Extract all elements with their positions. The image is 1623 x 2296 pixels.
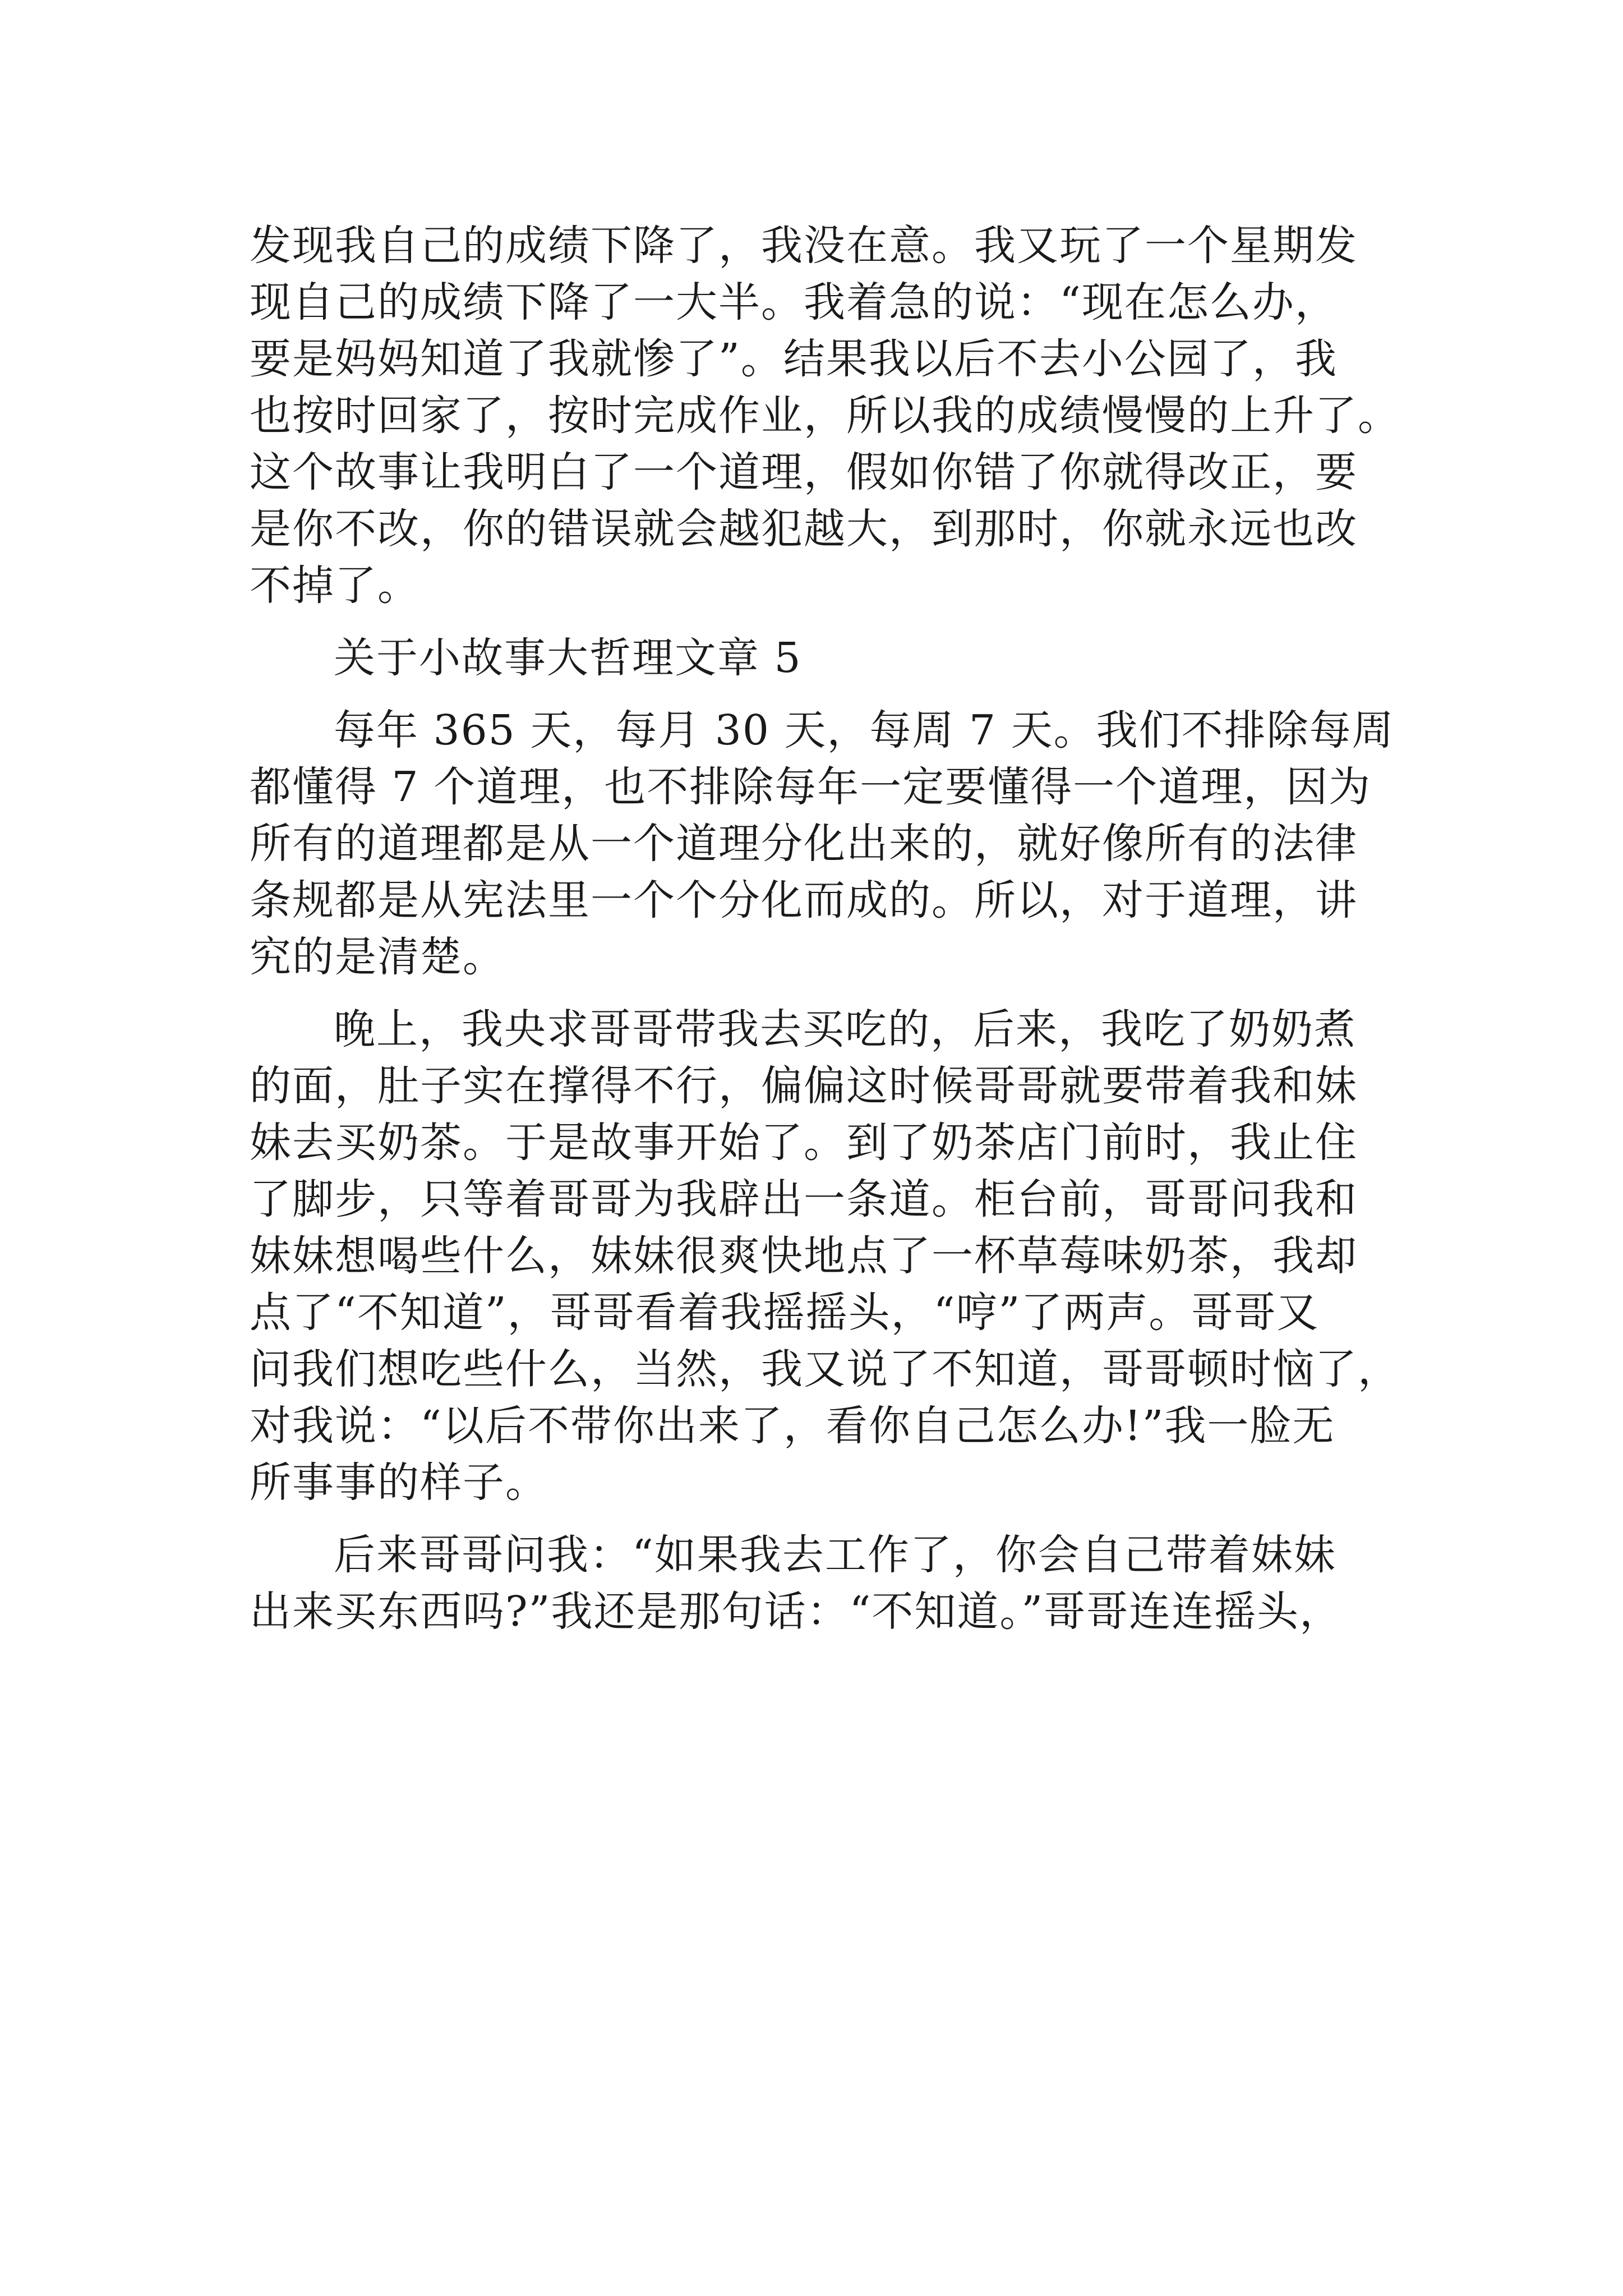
section-heading: 关于小故事大哲理文章 5 (334, 634, 802, 682)
text-line: 出来买东西吗?”我还是那句话：“不知道。”哥哥连连摇头， (250, 1588, 1343, 1636)
paragraph-2 (250, 702, 1427, 986)
text-line: 了脚步，只等着哥哥为我辟出一条道。柜台前，哥哥问我和 (250, 1175, 1358, 1223)
text-line: 妹妹想喝些什么，妹妹很爽快地点了一杯草莓味奶茶，我却 (250, 1232, 1358, 1280)
text-line: 对我说：“以后不带你出来了，看你自己怎么办!”我一脸无 (250, 1402, 1335, 1450)
text-line: 要是妈妈知道了我就惨了”。结果我以后不去小公园了，我 (250, 335, 1338, 383)
document-body (250, 218, 1427, 1640)
text-line: 不掉了。 (250, 562, 420, 610)
text-line: 是你不改，你的错误就会越犯越大，到那时，你就永远也改 (250, 505, 1358, 553)
text-line: 妹去买奶茶。于是故事开始了。到了奶茶店门前时，我止住 (250, 1119, 1358, 1167)
paragraph-spacer (250, 986, 1427, 1001)
text-line: 也按时回家了，按时完成作业，所以我的成绩慢慢的上升了。 (250, 392, 1400, 440)
text-line: 都懂得 7 个道理，也不排除每年一定要懂得一个道理，因为 (250, 763, 1372, 811)
paragraph-spacer (250, 687, 1427, 702)
text-line: 所事事的样子。 (250, 1458, 548, 1507)
text-line: 条规都是从宪法里一个个分化而成的。所以，对于道理，讲 (250, 876, 1358, 924)
text-line: 晚上，我央求哥哥带我去买吃的，后来，我吃了奶奶煮 (334, 1005, 1357, 1053)
paragraph-1 (250, 218, 1427, 614)
paragraph-spacer (250, 1511, 1427, 1527)
text-line: 究的是清楚。 (250, 933, 505, 981)
text-line: 所有的道理都是从一个道理分化出来的，就好像所有的法律 (250, 820, 1358, 868)
text-line: 这个故事让我明白了一个道理，假如你错了你就得改正，要 (250, 448, 1358, 496)
text-line: 的面，肚子实在撑得不行，偏偏这时候哥哥就要带着我和妹 (250, 1062, 1358, 1110)
text-line: 每年 365 天，每月 30 天，每周 7 天。我们不排除每周 (334, 706, 1395, 754)
paragraph-3 (250, 1001, 1427, 1511)
text-line: 点了“不知道”，哥哥看着我摇摇头，“哼”了两声。哥哥又 (250, 1289, 1320, 1337)
paragraph-spacer (250, 614, 1427, 630)
text-line: 问我们想吃些什么，当然，我又说了不知道，哥哥顿时恼了， (250, 1345, 1400, 1393)
text-line: 现自己的成绩下降了一大半。我着急的说：“现在怎么办， (250, 278, 1338, 326)
text-line: 发现我自己的成绩下降了，我没在意。我又玩了一个星期发 (250, 222, 1358, 270)
text-line: 后来哥哥问我：“如果我去工作了，你会自己带着妹妹 (334, 1531, 1336, 1579)
paragraph-4 (250, 1527, 1427, 1640)
